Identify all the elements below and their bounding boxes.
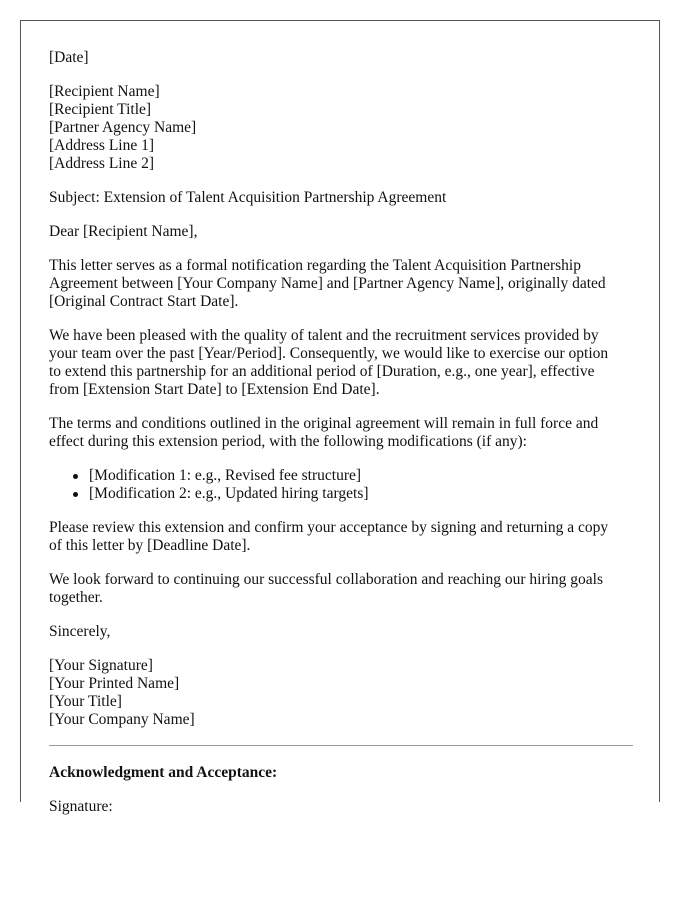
partner-agency-name: [Partner Agency Name]	[49, 119, 197, 136]
paragraph-review	[49, 519, 633, 555]
paragraph-line: We have been pleased with the quality of talent and the recruitment services provided by	[49, 327, 599, 344]
paragraph-extension	[49, 327, 633, 399]
paragraph-line: your team over the past [Year/Period]. Consequently, we would like to exercise our option	[49, 345, 609, 362]
letter-page	[20, 20, 660, 815]
paragraph-notification	[49, 257, 633, 311]
paragraph-line: The terms and conditions outlined in the original agreement will remain in full force and	[49, 415, 599, 432]
recipient-name: [Recipient Name]	[49, 83, 160, 100]
your-signature: [Your Signature]	[49, 657, 153, 674]
list-item: [Modification 1: e.g., Revised fee structure]	[89, 467, 633, 485]
paragraph-closing-remarks	[49, 571, 633, 607]
recipient-title: [Recipient Title]	[49, 101, 152, 118]
subject-text: Subject: Extension of Talent Acquisition Partnership Agreement	[49, 189, 447, 206]
paragraph-line: Please review this extension and confirm your acceptance by signing and returning a copy	[49, 519, 609, 536]
paragraph-line: together.	[49, 589, 103, 606]
paragraph-line: effect during this extension period, with the following modifications (if any):	[49, 433, 527, 450]
closing-text: Sincerely,	[49, 623, 111, 640]
paragraph-terms	[49, 415, 633, 451]
paragraph-line: We look forward to continuing our successful collaboration and reaching our hiring goals	[49, 571, 604, 588]
signature-block	[49, 657, 633, 729]
paragraph-line: to extend this partnership for an additional period of [Duration, e.g., one year], effective	[49, 363, 595, 380]
address-line-2: [Address Line 2]	[49, 155, 155, 172]
salutation	[49, 223, 633, 241]
paragraph-line: This letter serves as a formal notification regarding the Talent Acquisition Partnership	[49, 257, 581, 274]
paragraph-line: [Original Contract Start Date].	[49, 293, 239, 310]
modifications-list	[49, 467, 633, 503]
your-printed-name: [Your Printed Name]	[49, 675, 180, 692]
section-divider	[49, 745, 633, 746]
your-company-name: [Your Company Name]	[49, 711, 195, 728]
paragraph-line: from [Extension Start Date] to [Extension End Date].	[49, 381, 380, 398]
paragraph-line: of this letter by [Deadline Date].	[49, 537, 251, 554]
date-text: [Date]	[49, 49, 89, 66]
salutation-text: Dear [Recipient Name],	[49, 223, 198, 240]
letter-content	[49, 49, 633, 816]
date-line	[49, 49, 633, 67]
paragraph-line: Agreement between [Your Company Name] and [Partner Agency Name], originally dated	[49, 275, 606, 292]
your-title: [Your Title]	[49, 693, 122, 710]
acknowledgment-signature-line	[49, 798, 633, 816]
closing	[49, 623, 633, 641]
list-item: [Modification 2: e.g., Updated hiring targets]	[89, 485, 633, 503]
subject-line	[49, 189, 633, 207]
recipient-address-block	[49, 83, 633, 173]
acknowledgment-signature-label: Signature:	[49, 798, 113, 815]
address-line-1: [Address Line 1]	[49, 137, 155, 154]
acknowledgment-heading: Acknowledgment and Acceptance:	[49, 764, 278, 781]
